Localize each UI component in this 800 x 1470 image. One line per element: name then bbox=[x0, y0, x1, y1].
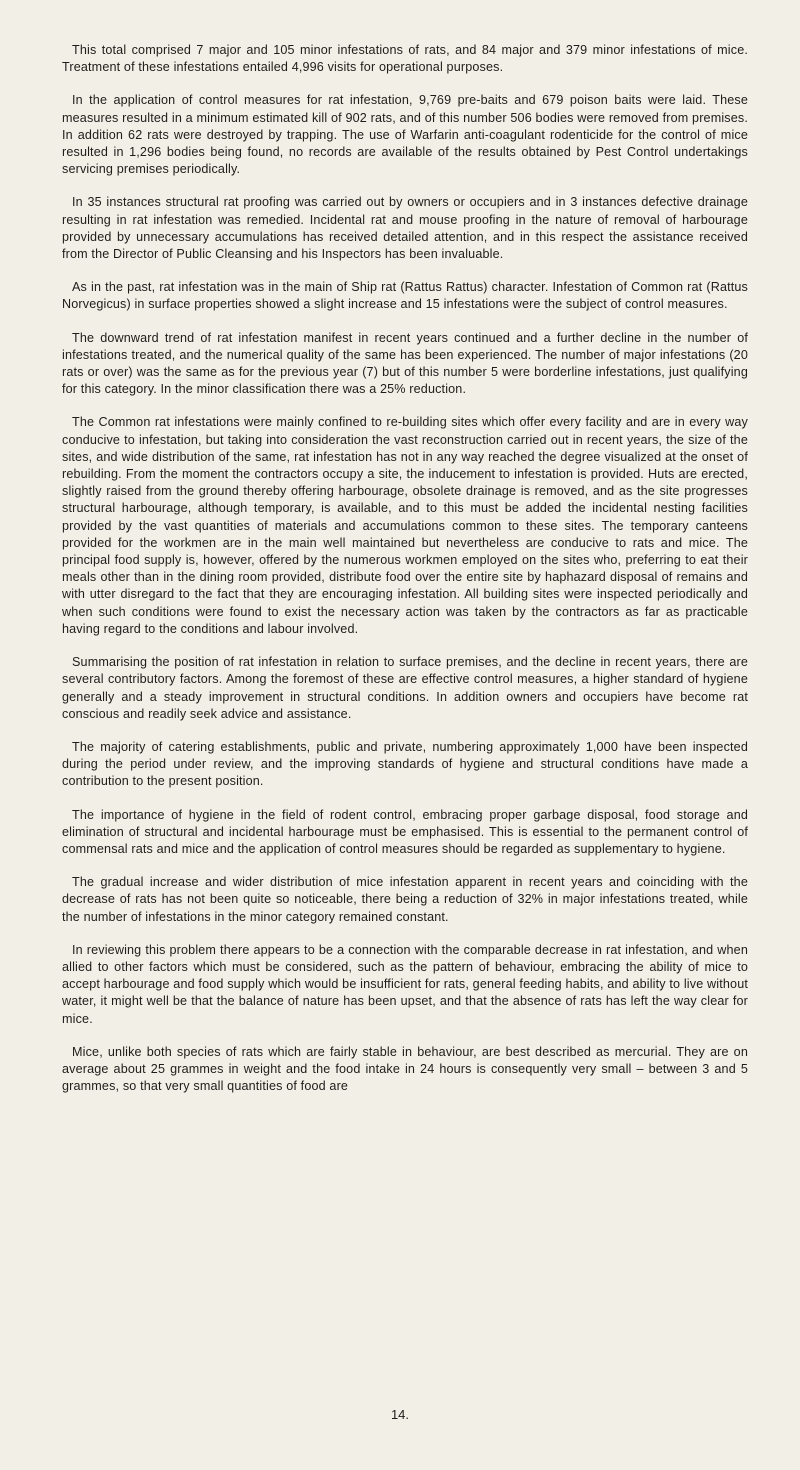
paragraph-mice-increase: The gradual increase and wider distribution of mice infestation apparent in recent years and coinciding with the decrease of rats has not been quite so noticeable, there being a reduction of 32% in major infestations treated, while the number of infestations in the minor category remained constant. bbox=[62, 875, 748, 924]
paragraph-structural-proofing: In 35 instances structural rat proofing was carried out by owners or occupiers and in 3 instances defective drainage resulting in rat infestation was remedied. Incidental rat and mouse proofing in the nature of removal of harbourage provided by unnecessary accumulations has received detailed attention, and in this respect the assistance received from the Director of Public Cleansing and his Inspectors has been invaluable. bbox=[62, 195, 748, 262]
paragraph-hygiene: The importance of hygiene in the field of rodent control, embracing proper garbage disposal, food storage and elimination of structural and incidental harbourage must be emphasised. This is essential to the permanent control of commensal rats and mice and the application of control measures should be regarded as supplementary to hygiene. bbox=[62, 807, 748, 856]
paragraph-downward-trend: The downward trend of rat infestation manifest in recent years continued and a further decline in the number of infestations treated, and the numerical quality of the same has been experienced. The number of major infestations (20 rats or over) was the same as for the previous year (7) but of this number 5 were borderline infestations, just qualifying for this category. In the minor classification there was a 25% reduction. bbox=[62, 330, 748, 397]
document-body bbox=[62, 42, 748, 1111]
paragraph-ship-rat: As in the past, rat infestation was in the main of Ship rat (Rattus Rattus) character. Infestation of Common rat (Rattus Norvegicus) in surface properties showed a slight increase and 15 infestations were the subject of control measures. bbox=[62, 280, 748, 312]
paragraph-mice-behaviour: Mice, unlike both species of rats which are fairly stable in behaviour, are best described as mercurial. They are on average about 25 grammes in weight and the food intake in 24 hours is consequently very small – between 3 and 5 grammes, so that very small quantities of food are bbox=[62, 1044, 748, 1094]
paragraph-summary: Summarising the position of rat infestation in relation to surface premises, and the decline in recent years, there are several contributory factors. Among the foremost of these are effective control measures, a higher standard of hygiene generally and a steady improvement in structural conditions. In addition owners and occupiers have become rat conscious and readily seek advice and assistance. bbox=[62, 655, 748, 721]
paragraph-rebuilding-sites: The Common rat infestations were mainly confined to re-building sites which offer every facility and are in every way conducive to infestation, but taking into consideration the vast reconstruction carried out in recent years, the size of the sites, and wide distribution of the same, rat infestation has not in any way reached the degree visualized at the onset of rebuilding. From the moment the contractors occupy a site, the inducement to infestation is provided. Huts are erected, slightly raised from the ground thereby offering harbourage, obsolete drainage is removed, and as the site progresses structural harbourage, although temporary, is available, and to this must be added the incidental nesting facilities provided by the vast quantities of materials and accumulations common to these sites. The temporary canteens provided for the workmen are in the main well maintained but nevertheless are conducive to rats and mice. The principal food supply is, however, offered by the numerous workmen employed on the sites who, preferring to eat their meals other than in the dining room provided, distribute food over the entire site by haphazard disposal of remains and with utter disregard to the fact that they are encouraging infestation. All building sites were inspected periodically and when such conditions were found to exist the necessary action was taken by the contractors as far as practicable having regard to the conditions and labour involved. bbox=[62, 415, 748, 636]
paragraph-balance-of-nature: In reviewing this problem there appears to be a connection with the comparable decrease in rat infestation, and when allied to other factors which must be considered, such as the pattern of behaviour, embracing the ability of mice to accept harbourage and food supply which would be insufficient for rats, general feeding habits, and ability to live without water, it might well be that the balance of nature has been upset, and that the absence of rats has left the way clear for mice. bbox=[62, 942, 748, 1026]
paragraph-catering: The majority of catering establishments, public and private, numbering approximately 1,000 have been inspected during the period under review, and the improving standards of hygiene and structural conditions have made a contribution to the present position. bbox=[62, 739, 748, 789]
paragraph-control-measures: In the application of control measures for rat infestation, 9,769 pre-baits and 679 poison baits were laid. These measures resulted in a minimum estimated kill of 902 rats, and of this number 506 bodies were removed from premises. In addition 62 rats were destroyed by trapping. The use of Warfarin anti-coagulant rodenticide for the control of mice resulted in 1,296 bodies being found, no records are available of the results obtained by Pest Control undertakings servicing premises periodically. bbox=[62, 93, 748, 177]
page-number: 14. bbox=[390, 1407, 410, 1422]
paragraph-infestation-totals: This total comprised 7 major and 105 minor infestations of rats, and 84 major and 379 minor infestations of mice. Treatment of these infestations entailed 4,996 visits for operational purposes. bbox=[62, 43, 748, 75]
